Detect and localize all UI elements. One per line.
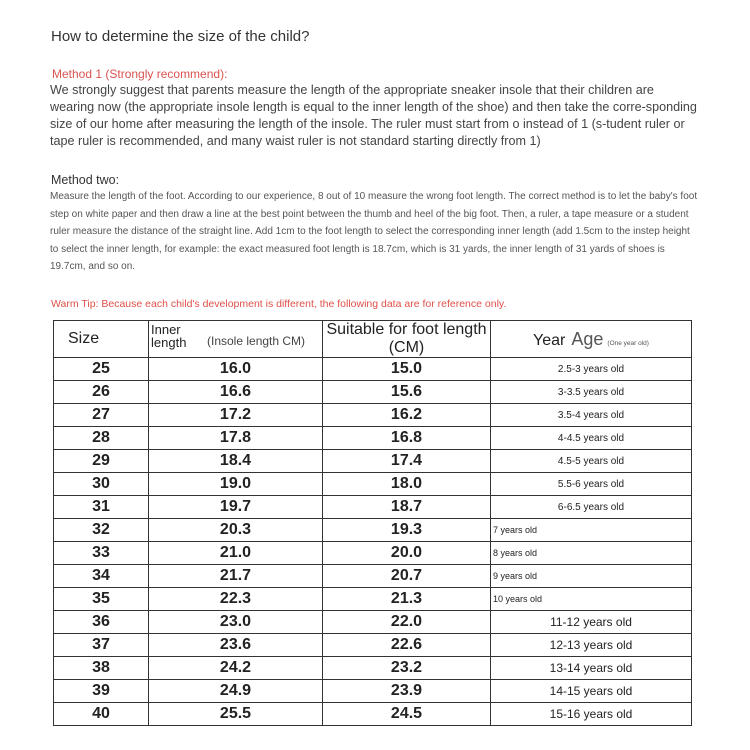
age-cell: 12-13 years old xyxy=(491,634,692,657)
method2-body: Measure the length of the foot. According to our experience, 8 out of 10 measure the wrong foot length. The correct method is to let the baby's foot step on white paper and then draw a line at the best point between the thumb and heel of the big foot. Then, a ruler, a tape measure or a student ruler measure the distance of the straight line. Add 1cm to the foot length to select the corresponding inner length (add 1.5cm to the instep height to select the inner length, for example: the exact measured foot length is 18.7cm, which is 31 yards, the inner length of 31 yards of shoes is 19.7cm, and so on. xyxy=(50,191,698,272)
inner-length-cell: 16.0 xyxy=(149,358,323,381)
header-year-age xyxy=(491,321,692,358)
age-cell: 7 years old xyxy=(491,519,692,542)
table-row xyxy=(54,657,692,680)
foot-length-cell: 16.2 xyxy=(323,404,491,427)
table-row xyxy=(54,680,692,703)
table-row xyxy=(54,565,692,588)
foot-length-cell: 24.5 xyxy=(323,703,491,726)
inner-length-cell: 23.6 xyxy=(149,634,323,657)
inner-length-cell: 17.2 xyxy=(149,404,323,427)
age-cell: 8 years old xyxy=(491,542,692,565)
age-cell: 6-6.5 years old xyxy=(491,496,692,519)
age-cell: 11-12 years old xyxy=(491,611,692,634)
inner-length-cell: 20.3 xyxy=(149,519,323,542)
table-row xyxy=(54,496,692,519)
method1-body: We strongly suggest that parents measure the length of the appropriate sneaker insole that their children are wearing now (the appropriate insole length is equal to the inner length of the shoe) and then take the corre-sponding size of our home after measuring the length of the insole. The ruler must start from o instead of 1 (s-tudent ruler or tape ruler is recommended, and many waist ruler is not standard starting directly from 1) xyxy=(50,83,697,148)
size-chart-table xyxy=(53,320,692,726)
header-inner-label: Inner length xyxy=(151,322,187,350)
foot-length-cell: 21.3 xyxy=(323,588,491,611)
age-cell: 13-14 years old xyxy=(491,657,692,680)
foot-length-cell: 15.0 xyxy=(323,358,491,381)
size-cell: 30 xyxy=(54,473,149,496)
inner-length-cell: 23.0 xyxy=(149,611,323,634)
table-row xyxy=(54,519,692,542)
age-cell: 14-15 years old xyxy=(491,680,692,703)
inner-length-cell: 25.5 xyxy=(149,703,323,726)
size-cell: 26 xyxy=(54,381,149,404)
size-cell: 37 xyxy=(54,634,149,657)
age-cell: 10 years old xyxy=(491,588,692,611)
header-age-label: Age xyxy=(571,328,604,349)
header-year-label: Year xyxy=(533,331,566,349)
size-cell: 28 xyxy=(54,427,149,450)
foot-length-cell: 19.3 xyxy=(323,519,491,542)
method1-heading: Method 1 (Strongly recommend): xyxy=(52,67,228,81)
size-cell: 40 xyxy=(54,703,149,726)
table-row xyxy=(54,450,692,473)
size-cell: 38 xyxy=(54,657,149,680)
size-cell: 31 xyxy=(54,496,149,519)
size-cell: 36 xyxy=(54,611,149,634)
table-row xyxy=(54,381,692,404)
foot-length-cell: 18.0 xyxy=(323,473,491,496)
inner-length-cell: 16.6 xyxy=(149,381,323,404)
table-row xyxy=(54,473,692,496)
age-cell: 9 years old xyxy=(491,565,692,588)
table-row xyxy=(54,634,692,657)
table-row xyxy=(54,427,692,450)
size-cell: 34 xyxy=(54,565,149,588)
size-cell: 35 xyxy=(54,588,149,611)
inner-length-cell: 19.7 xyxy=(149,496,323,519)
table-header-row xyxy=(54,321,692,358)
method2-heading: Method two: xyxy=(51,173,120,187)
foot-length-cell: 18.7 xyxy=(323,496,491,519)
header-age-note: (One year old) xyxy=(607,339,649,347)
table-row xyxy=(54,703,692,726)
table-row xyxy=(54,358,692,381)
size-cell: 25 xyxy=(54,358,149,381)
age-cell: 3.5-4 years old xyxy=(491,404,692,427)
header-foot-length: Suitable for foot length (CM) xyxy=(323,321,491,358)
foot-length-cell: 15.6 xyxy=(323,381,491,404)
size-cell: 32 xyxy=(54,519,149,542)
foot-length-cell: 16.8 xyxy=(323,427,491,450)
age-cell: 4.5-5 years old xyxy=(491,450,692,473)
inner-length-cell: 18.4 xyxy=(149,450,323,473)
size-cell: 33 xyxy=(54,542,149,565)
age-cell: 2.5-3 years old xyxy=(491,358,692,381)
header-insole-label: (Insole length CM) xyxy=(207,334,306,348)
header-inner-length xyxy=(149,321,323,358)
age-cell: 15-16 years old xyxy=(491,703,692,726)
foot-length-cell: 22.6 xyxy=(323,634,491,657)
header-size: Size xyxy=(54,321,149,358)
age-cell: 5.5-6 years old xyxy=(491,473,692,496)
foot-length-cell: 17.4 xyxy=(323,450,491,473)
table-row xyxy=(54,404,692,427)
foot-length-cell: 22.0 xyxy=(323,611,491,634)
inner-length-cell: 22.3 xyxy=(149,588,323,611)
size-cell: 39 xyxy=(54,680,149,703)
page-title: How to determine the size of the child? xyxy=(51,28,310,45)
table-row xyxy=(54,542,692,565)
inner-length-cell: 24.9 xyxy=(149,680,323,703)
inner-length-cell: 19.0 xyxy=(149,473,323,496)
foot-length-cell: 23.2 xyxy=(323,657,491,680)
foot-length-cell: 20.7 xyxy=(323,565,491,588)
age-cell: 4-4.5 years old xyxy=(491,427,692,450)
inner-length-cell: 17.8 xyxy=(149,427,323,450)
inner-length-cell: 21.0 xyxy=(149,542,323,565)
age-cell: 3-3.5 years old xyxy=(491,381,692,404)
table-row xyxy=(54,588,692,611)
inner-length-cell: 24.2 xyxy=(149,657,323,680)
foot-length-cell: 23.9 xyxy=(323,680,491,703)
warm-tip: Warm Tip: Because each child's development is different, the following data are for reference only. xyxy=(51,298,507,310)
size-cell: 27 xyxy=(54,404,149,427)
size-cell: 29 xyxy=(54,450,149,473)
inner-length-cell: 21.7 xyxy=(149,565,323,588)
foot-length-cell: 20.0 xyxy=(323,542,491,565)
table-row xyxy=(54,611,692,634)
